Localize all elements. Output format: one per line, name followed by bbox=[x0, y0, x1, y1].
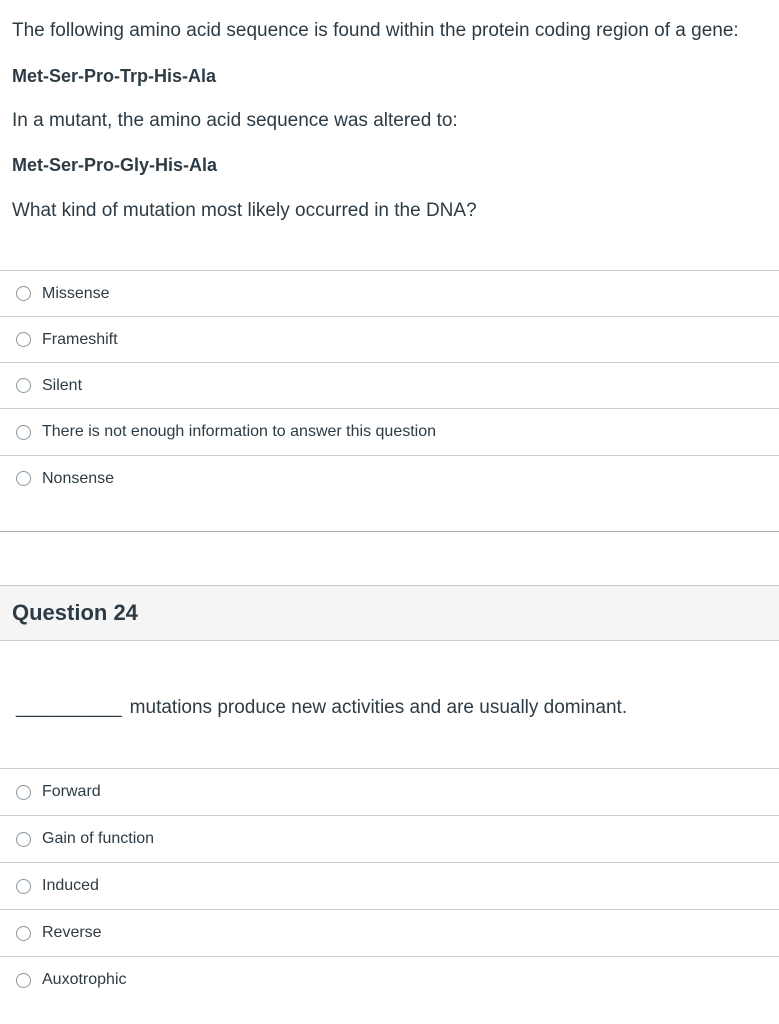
question-prompt: mutations produce new activities and are usually dominant. bbox=[129, 697, 628, 718]
radio-button[interactable] bbox=[16, 332, 31, 347]
radio-button[interactable] bbox=[16, 425, 31, 440]
radio-button[interactable] bbox=[16, 973, 31, 988]
answer-option[interactable] bbox=[0, 909, 779, 956]
answer-label: There is not enough information to answer this question bbox=[42, 423, 437, 440]
mutant-sequence: Met-Ser-Pro-Gly-His-Ala bbox=[12, 155, 218, 175]
answer-label: Missense bbox=[42, 284, 110, 302]
radio-button[interactable] bbox=[16, 286, 31, 301]
answer-label: Silent bbox=[42, 376, 83, 394]
radio-button[interactable] bbox=[16, 879, 31, 894]
answer-label: Reverse bbox=[42, 924, 102, 941]
question-header bbox=[0, 585, 779, 641]
radio-button[interactable] bbox=[16, 378, 31, 393]
answer-option[interactable] bbox=[0, 455, 779, 501]
answer-option[interactable] bbox=[0, 862, 779, 909]
original-sequence: Met-Ser-Pro-Trp-His-Ala bbox=[12, 66, 217, 86]
answer-label: Forward bbox=[42, 783, 101, 800]
answer-option[interactable] bbox=[0, 408, 779, 455]
radio-button[interactable] bbox=[16, 926, 31, 941]
answer-label: Auxotrophic bbox=[42, 971, 127, 988]
radio-button[interactable] bbox=[16, 785, 31, 800]
radio-button[interactable] bbox=[16, 471, 31, 486]
answer-label: Gain of function bbox=[42, 830, 155, 847]
radio-button[interactable] bbox=[16, 832, 31, 847]
answer-option[interactable] bbox=[0, 270, 779, 316]
answer-label: Frameshift bbox=[42, 330, 118, 348]
answer-option[interactable] bbox=[0, 316, 779, 362]
question-24-body bbox=[16, 697, 627, 719]
answer-list bbox=[0, 270, 779, 501]
answer-option[interactable] bbox=[0, 768, 779, 815]
question-divider bbox=[0, 531, 779, 532]
fill-in-blank: __________ bbox=[16, 697, 122, 718]
answer-option[interactable] bbox=[0, 815, 779, 862]
answer-option[interactable] bbox=[0, 362, 779, 408]
question-text: In a mutant, the amino acid sequence was altered to: bbox=[12, 110, 458, 131]
question-text: The following amino acid sequence is found within the protein coding region of a gene: bbox=[12, 20, 739, 41]
answer-label: Nonsense bbox=[42, 469, 115, 487]
question-prompt: What kind of mutation most likely occurred in the DNA? bbox=[12, 200, 477, 221]
answer-label: Induced bbox=[42, 877, 99, 894]
question-title: Question 24 bbox=[12, 600, 138, 625]
answer-option[interactable] bbox=[0, 956, 779, 1003]
answer-list bbox=[0, 768, 779, 1003]
